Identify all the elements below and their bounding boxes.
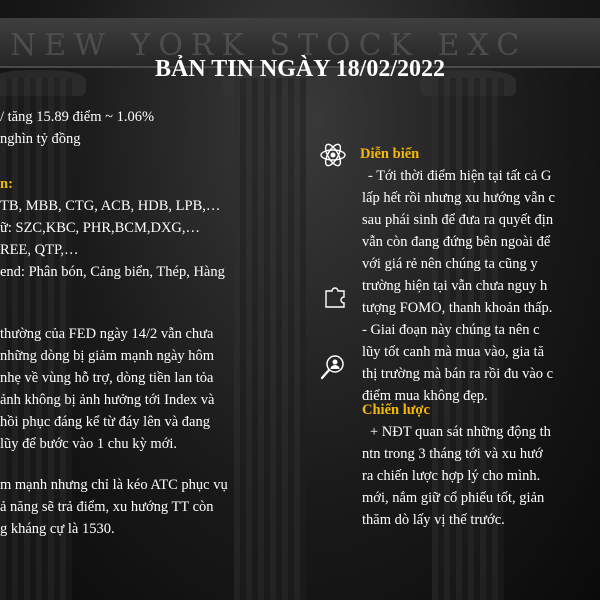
dien-bien-heading: Diễn biến	[360, 146, 420, 162]
utility-stocks-text: REE, QTP,…	[0, 242, 79, 258]
paragraph-line: m mạnh nhưng chỉ là kéo ATC phục vụ	[0, 477, 228, 493]
dien-bien-line: thị trường mà bán ra rồi đu vào c	[362, 366, 554, 382]
paragraph-line: lũy để bước vào 1 chu kỳ mới.	[0, 436, 178, 452]
index-change-text: / tăng 15.89 điểm ~ 1.06%	[0, 109, 155, 125]
page-title: BẢN TIN NGÀY 18/02/2022	[154, 56, 446, 82]
dien-bien-line: tượng FOMO, thanh khoản thấp.	[362, 300, 553, 316]
paragraph-line: những dòng bị giảm mạnh ngày hôm	[0, 348, 215, 364]
chien-luoc-line: + NĐT quan sát những động th	[370, 424, 551, 440]
section-heading: n:	[0, 176, 13, 192]
dien-bien-line: lũy tốt canh mà mua vào, gia tă	[362, 344, 545, 360]
paragraph-line: g kháng cự là 1530.	[0, 521, 115, 537]
paragraph-line: hồi phục đáng kể từ đáy lên và đang	[0, 414, 210, 430]
person-search-icon	[318, 352, 348, 382]
dien-bien-line: lấp hết rồi nhưng xu hướng vẫn c	[362, 190, 555, 206]
paragraph-line: nhẹ về vùng hỗ trợ, dòng tiền lan tỏa	[0, 370, 214, 386]
dien-bien-line: trường hiện tại vẫn chưa nguy h	[362, 278, 548, 294]
real-estate-stocks-text: ữ: SZC,KBC, PHR,BCM,DXG,…	[0, 220, 201, 236]
dien-bien-line: - Giai đoạn này chúng ta nên c	[362, 322, 540, 338]
chien-luoc-heading: Chiến lược	[362, 402, 430, 418]
bank-stocks-text: TB, MBB, CTG, ACB, HDB, LPB,…	[0, 198, 221, 214]
liquidity-text: nghìn tỷ đồng	[0, 131, 81, 147]
puzzle-icon	[320, 281, 350, 311]
dien-bien-line: với giá rẻ nên chúng ta cũng y	[362, 256, 538, 272]
chien-luoc-line: ntn trong 3 tháng tới và xu hướ	[362, 446, 543, 462]
dien-bien-line: điểm mua không đẹp.	[362, 388, 488, 404]
dien-bien-line: - Tới thời điểm hiện tại tất cả G	[368, 168, 552, 184]
frieze-engraving: NEW YORK STOCK EXC	[10, 28, 528, 63]
dien-bien-line: sau phái sinh để đưa ra quyết địn	[362, 212, 554, 228]
trend-sectors-text: end: Phân bón, Cảng biển, Thép, Hàng	[0, 264, 225, 280]
chien-luoc-line: ra chiến lược hợp lý cho mình.	[362, 468, 541, 484]
column	[234, 78, 306, 600]
atom-icon	[318, 140, 348, 170]
chien-luoc-line: mới, nắm giữ cổ phiếu tốt, giản	[362, 490, 545, 506]
dien-bien-line: vẫn còn đang đứng bên ngoài để	[362, 234, 551, 250]
chien-luoc-line: thăm dò lấy vị thế trước.	[362, 512, 505, 528]
paragraph-line: ảnh không bị ảnh hưởng tới Index và	[0, 392, 215, 408]
paragraph-line: ả năng sẽ trả điểm, xu hướng TT còn	[0, 499, 214, 515]
paragraph-line: thường của FED ngày 14/2 vẫn chưa	[0, 326, 214, 342]
